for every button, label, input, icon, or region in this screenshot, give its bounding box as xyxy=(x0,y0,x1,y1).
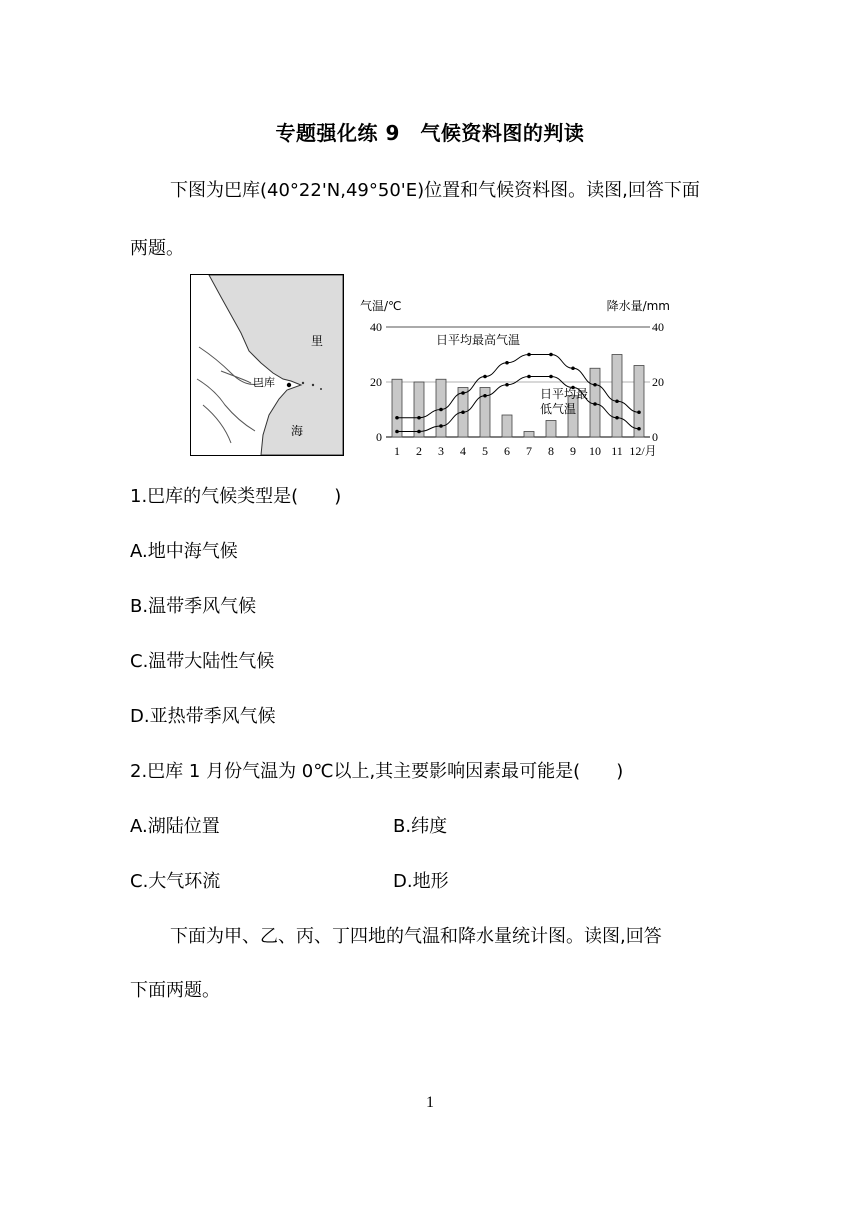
map-drawing xyxy=(191,275,343,455)
low-temp-point xyxy=(439,424,443,428)
annotation-high-temp: 日平均最高气温 xyxy=(436,333,521,347)
high-temp-point xyxy=(549,353,553,357)
map-label-baku: 巴库 xyxy=(253,376,275,389)
high-temp-point xyxy=(615,399,619,403)
high-temp-point xyxy=(483,375,487,379)
question-1-option-b[interactable]: B.温带季风气候 xyxy=(130,596,257,617)
island-1 xyxy=(302,382,304,384)
question-2-option-c[interactable]: C.大气环流 xyxy=(130,871,221,892)
low-temp-point xyxy=(615,416,619,420)
high-temp-point xyxy=(461,391,465,395)
x-tick-label: 11 xyxy=(611,444,623,458)
river-3 xyxy=(203,405,231,443)
caspian-sea xyxy=(209,275,343,455)
river-2 xyxy=(197,379,255,431)
question-2-option-a[interactable]: A.湖陆位置 xyxy=(130,816,220,837)
precipitation-bar xyxy=(546,421,556,438)
high-temp-point xyxy=(395,416,399,420)
x-tick-label: 4 xyxy=(460,444,466,458)
map-label-li: 里 xyxy=(311,334,324,348)
intro2-line-2: 下面两题。 xyxy=(130,980,220,1001)
y-left-tick-label: 0 xyxy=(376,430,382,444)
high-temp-point xyxy=(417,416,421,420)
river-4 xyxy=(221,371,251,383)
high-temp-point xyxy=(439,408,443,412)
map-label-hai: 海 xyxy=(291,424,304,438)
low-temp-point xyxy=(527,375,531,379)
low-temp-point xyxy=(395,430,399,434)
x-tick-label: 2 xyxy=(416,444,422,458)
x-tick-label: 12/月 xyxy=(629,444,657,458)
precipitation-bar xyxy=(392,379,402,437)
question-2-option-b[interactable]: B.纬度 xyxy=(393,816,448,837)
low-temp-point xyxy=(505,383,509,387)
baku-location-map xyxy=(190,274,344,456)
x-tick-label: 10 xyxy=(589,444,601,458)
x-tick-label: 7 xyxy=(526,444,532,458)
high-temp-point xyxy=(571,366,575,370)
precipitation-bar xyxy=(502,415,512,437)
island-2 xyxy=(312,384,314,386)
x-tick-label: 6 xyxy=(504,444,510,458)
y-left-axis-label: 气温/℃ xyxy=(360,299,402,313)
question-1-option-c[interactable]: C.温带大陆性气候 xyxy=(130,651,275,672)
x-tick-label: 5 xyxy=(482,444,488,458)
precipitation-bar xyxy=(634,366,644,438)
high-temp-point xyxy=(637,410,641,414)
high-temp-point xyxy=(505,361,509,365)
low-temp-point xyxy=(637,427,641,431)
question-1-stem: 1.巴库的气候类型是( ) xyxy=(130,486,342,507)
x-tick-label: 1 xyxy=(394,444,400,458)
y-left-tick-label: 40 xyxy=(370,320,382,334)
intro-line-2: 两题。 xyxy=(130,238,184,259)
climate-chart xyxy=(358,292,678,464)
page-number: 1 xyxy=(426,1094,434,1111)
question-1-option-a[interactable]: A.地中海气候 xyxy=(130,541,238,562)
y-right-tick-label: 40 xyxy=(652,320,664,334)
high-temp-line xyxy=(397,355,639,418)
precipitation-bar xyxy=(524,432,534,438)
intro2-line-1: 下面为甲、乙、丙、丁四地的气温和降水量统计图。读图,回答 xyxy=(170,926,662,947)
low-temp-point xyxy=(549,375,553,379)
high-temp-point xyxy=(593,383,597,387)
page-title: 专题强化练 9 气候资料图的判读 xyxy=(275,121,585,145)
x-tick-label: 9 xyxy=(570,444,576,458)
x-tick-label: 3 xyxy=(438,444,444,458)
low-temp-point xyxy=(483,394,487,398)
low-temp-point xyxy=(593,402,597,406)
question-1-option-d[interactable]: D.亚热带季风气候 xyxy=(130,706,276,727)
intro-line-1: 下图为巴库(40°22'N,49°50'E)位置和气候资料图。读图,回答下面 xyxy=(170,180,700,201)
low-temp-point xyxy=(461,410,465,414)
low-temp-point xyxy=(417,430,421,434)
y-left-tick-label: 20 xyxy=(370,375,382,389)
annotation-low-temp-1: 日平均最 xyxy=(540,387,589,401)
x-tick-label: 8 xyxy=(548,444,554,458)
baku-city-dot xyxy=(287,383,291,387)
y-right-tick-label: 20 xyxy=(652,375,664,389)
question-2-stem: 2.巴库 1 月份气温为 0℃以上,其主要影响因素最可能是( ) xyxy=(130,761,624,782)
y-right-tick-label: 0 xyxy=(652,430,658,444)
precipitation-bar xyxy=(414,382,424,437)
high-temp-point xyxy=(527,353,531,357)
precipitation-bar xyxy=(612,355,622,438)
island-3 xyxy=(320,388,322,390)
y-right-axis-label: 降水量/mm xyxy=(606,299,670,313)
annotation-low-temp-2: 低气温 xyxy=(540,402,577,416)
question-2-option-d[interactable]: D.地形 xyxy=(393,871,449,892)
low-temp-line xyxy=(397,377,639,432)
